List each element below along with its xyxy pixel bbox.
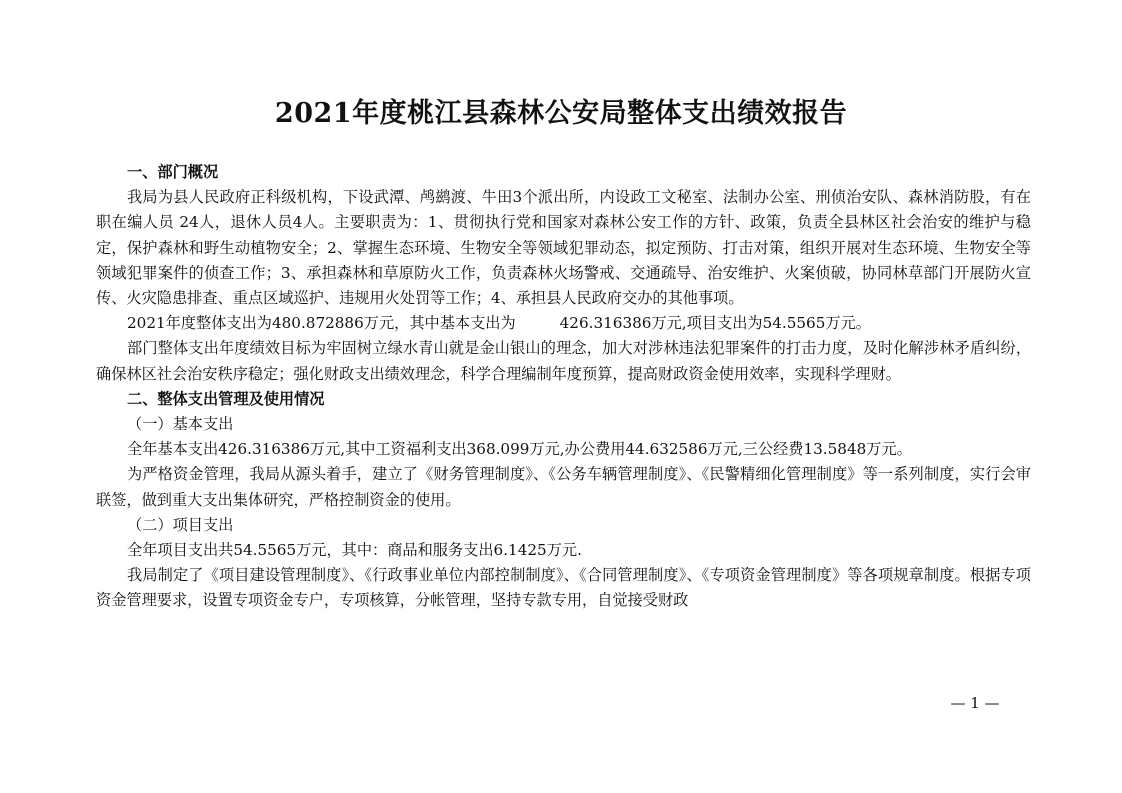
paragraph-project-expenditure: 全年项目支出共54.5565万元，其中：商品和服务支出6.1425万元. [127,541,582,560]
total-expenditure-text: 2021年度整体支出为480.872886万元，其中基本支出为 [127,314,516,333]
document-title: 2021年度桃江县森林公安局整体支出绩效报告 [274,98,848,129]
paragraph-overview: 我局为县人民政府正科级机构，下设武潭、鸬鹚渡、牛田3个派出所，内设政工文秘室、法制办公室、刑侦治安队、森林消防股，有在职在编人员 24人，退休人员4人。主要职责为：1、贯彻执行党和国家对森林公安工作的方针、政策，负责全县林区社会治安的维护与稳定，保护森林和野生动植物安全；2、掌握生态环境、生物安全等领域犯罪动态，拟定预防、打击对策，组织开展对生态环境、生物安全等领域犯罪案件的侦查工作；3、承担森林和草原防火工作，负责森林火场警戒、交通疏导、治安维护、火案侦破，协同林草部门开展防火宣传、火灾隐患排查、重点区域巡护、违规用火处罚等工作；4、承担县人民政府交办的其他事项。 [96,188,1031,308]
section-heading-overview: 一、部门概况 [127,163,219,181]
paragraph-total-expenditure [96,311,1031,336]
section-heading-management: 二、整体支出管理及使用情况 [127,389,325,408]
subsection-heading-project: （二）项目支出 [127,515,234,534]
paragraph-performance-goal: 部门整体支出年度绩效目标为牢固树立绿水青山就是金山银山的理念，加大对涉林违法犯罪案件的打击力度，及时化解涉林矛盾纠纷，确保林区社会治安秩序稳定；强化财政支出绩效理念，科学合理编制年度预算，提高财政资金使用效率，实现科学理财。 [96,339,1031,383]
document-body [96,160,1031,614]
basic-project-expenditure-text: 426.316386万元,项目支出为54.5565万元。 [559,314,871,333]
paragraph-project-regulations: 我局制定了《项目建设管理制度》、《行政事业单位内部控制制度》、《合同管理制度》、《专项资金管理制度》等各项规章制度。根据专项资金管理要求，设置专项资金专户，专项核算，分帐管理，坚持专款专用，自觉接受财政 [96,566,1031,610]
paragraph-fund-management: 为严格资金管理，我局从源头着手，建立了《财务管理制度》、《公务车辆管理制度》、《民警精细化管理制度》等一系列制度，实行会审联签，做到重大支出集体研究，严格控制资金的使用。 [96,465,1031,509]
paragraph-basic-expenditure: 全年基本支出426.316386万元,其中工资福利支出368.099万元,办公费用44.632586万元,三公经费13.5848万元。 [127,440,912,459]
subsection-heading-basic: （一）基本支出 [127,415,234,434]
page-number: — 1 — [950,694,1000,712]
